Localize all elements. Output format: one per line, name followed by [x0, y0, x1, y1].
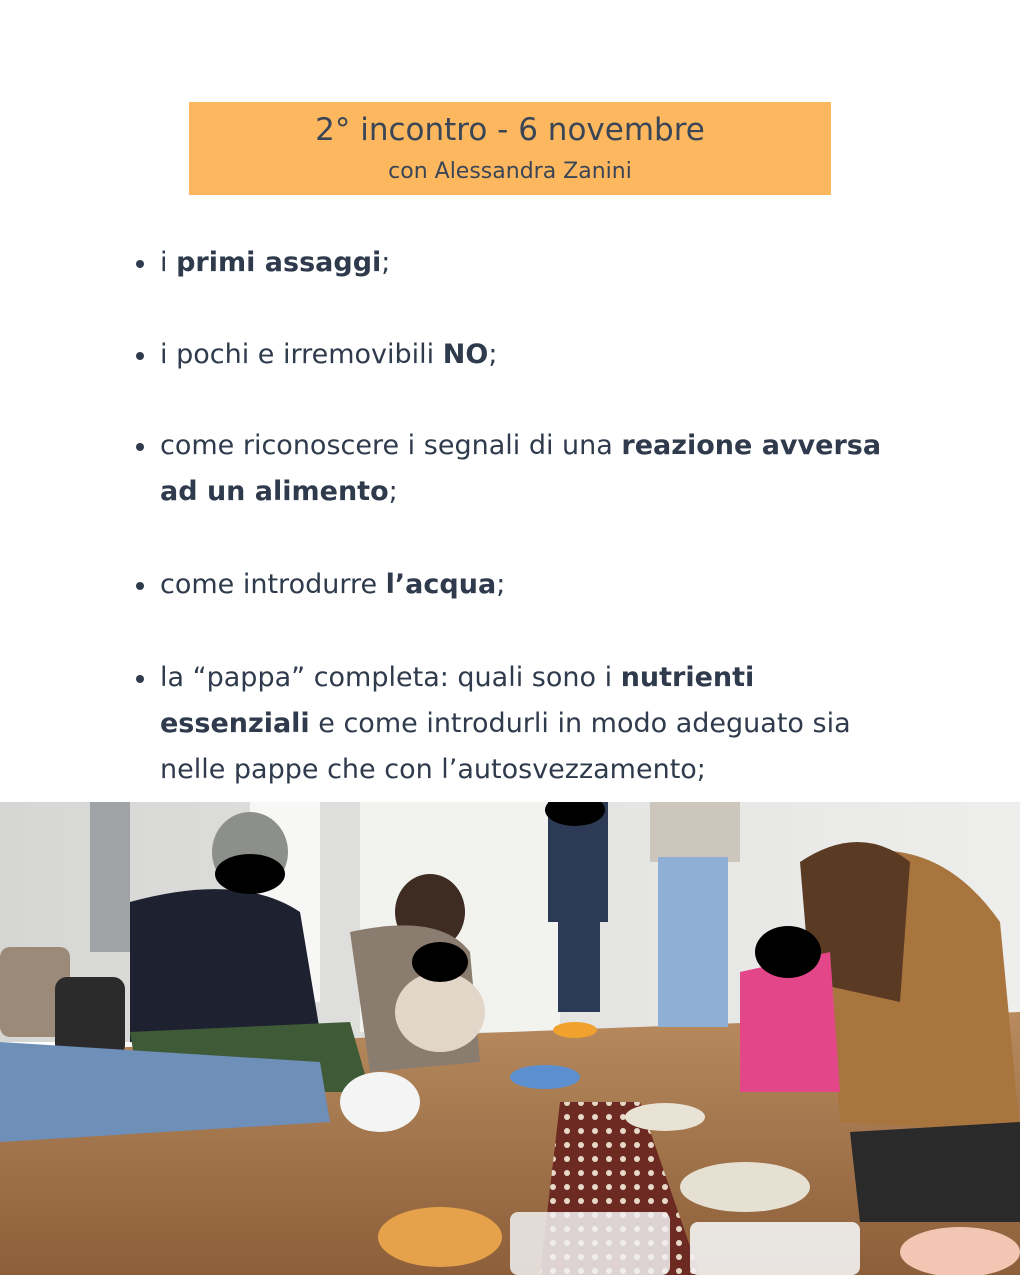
topic-item-reazione-avversa: come riconoscere i segnali di una reazione avversa ad un alimento; — [130, 423, 910, 515]
topic-item-primi-assaggi: i primi assaggi; — [130, 240, 910, 286]
topic-item-acqua: come introdurre l’acqua; — [130, 562, 910, 608]
header-banner — [189, 102, 831, 195]
topic-item-pappa-completa: la “pappa” completa: quali sono i nutrienti essenziali e come introdurli in modo adeguato sia nelle pappe che con l’autosvezzamento; — [130, 655, 910, 793]
group-photo — [0, 802, 1020, 1275]
topic-item-no: i pochi e irremovibili NO; — [130, 332, 910, 378]
page-subtitle: con Alessandra Zanini — [388, 159, 632, 184]
page-title: 2° incontro - 6 novembre — [315, 112, 705, 148]
